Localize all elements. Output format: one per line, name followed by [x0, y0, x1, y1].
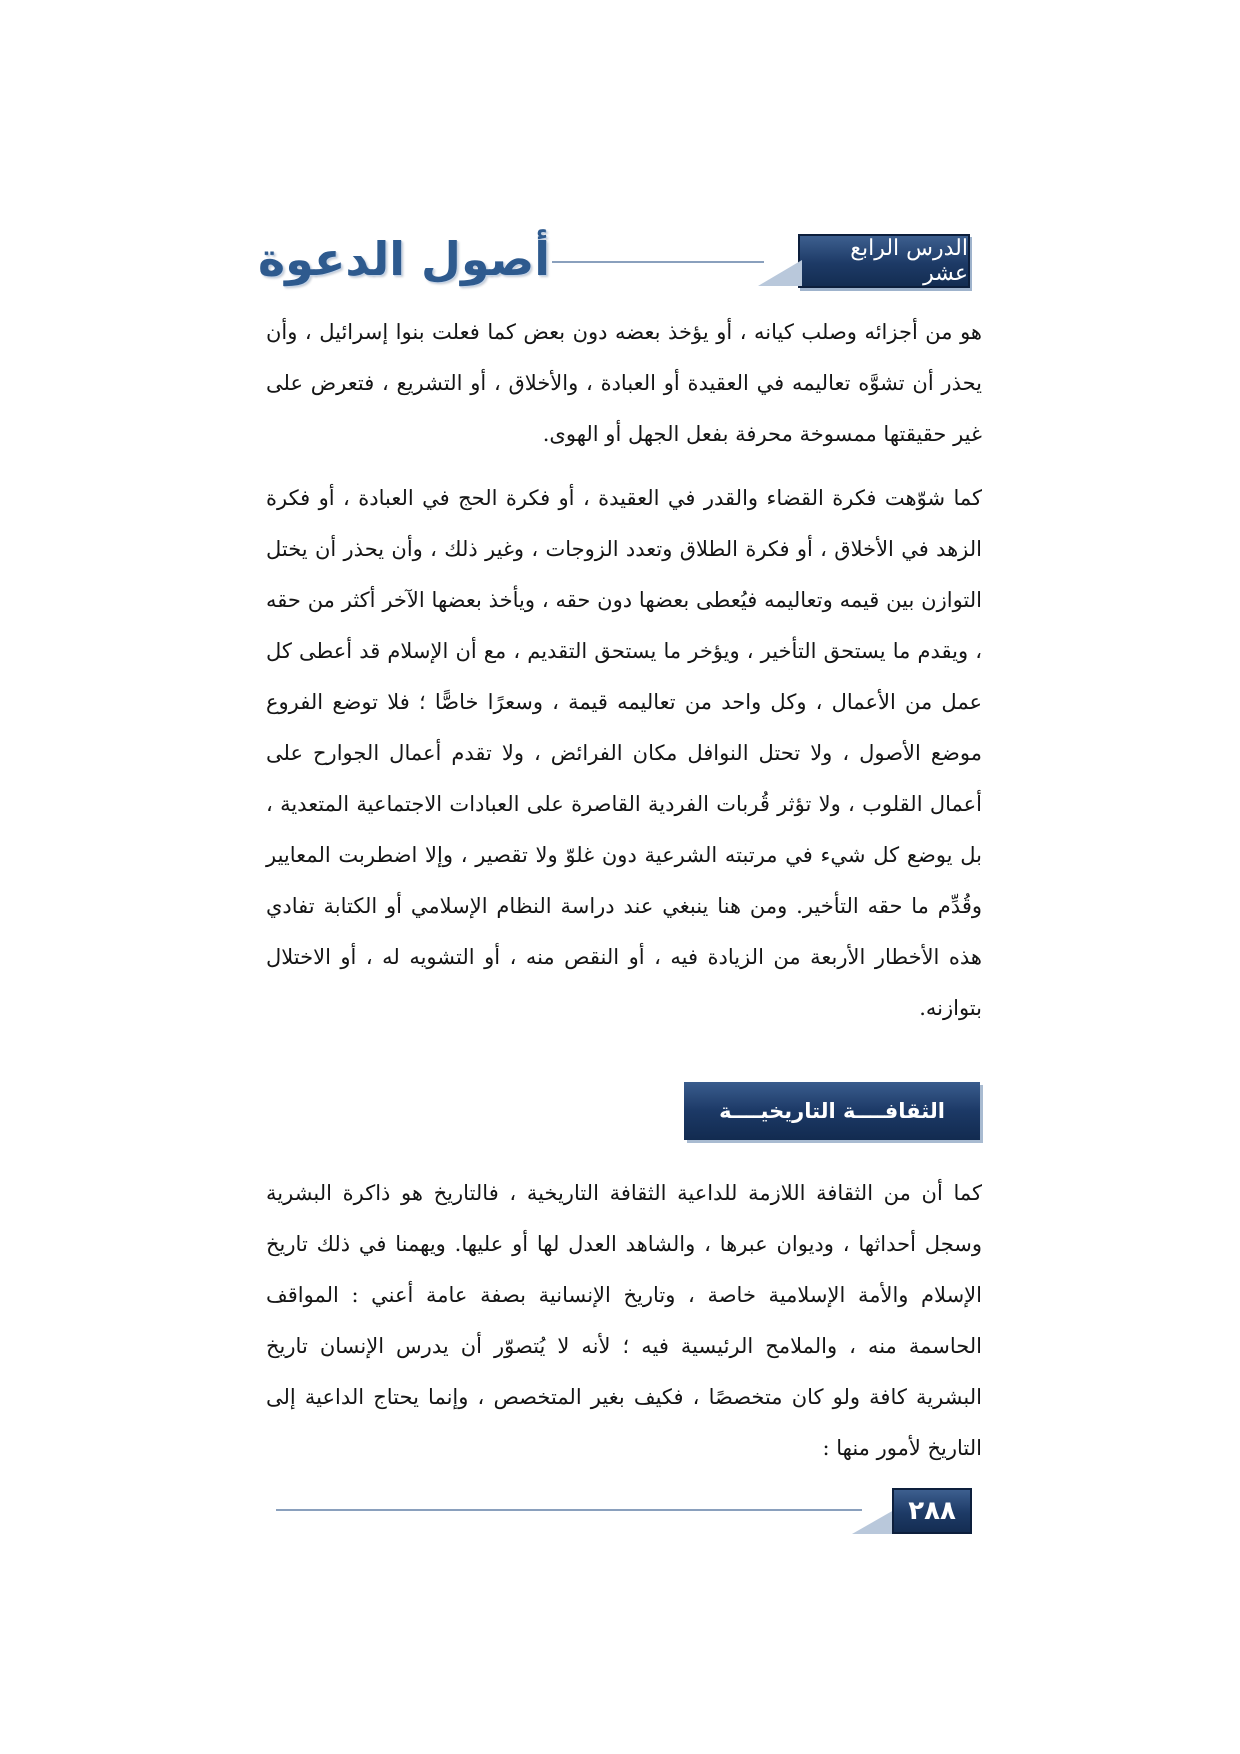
- section-heading-label: الثقافــــة التاريخيــــة: [719, 1099, 945, 1123]
- section-paragraph: كما أن من الثقافة اللازمة للداعية الثقافة التاريخية ، فالتاريخ هو ذاكرة البشرية وسجل أحداثها ، وديوان عبرها ، والشاهد العدل لها أو عليها. ويهمنا في ذلك تاريخ الإسلام والأمة الإسلامية خاصة ، وتاريخ الإنسانية بصفة عامة أعني : المواقف الحاسمة منه ، والملامح الرئيسية فيه ؛ لأنه لا يُتصوّر أن يدرس الإنسان تاريخ البشرية كافة ولو كان متخصصًا ، فكيف بغير المتخصص ، وإنما يحتاج الداعية إلى التاريخ لأمور منها :: [266, 1181, 982, 1460]
- paragraph-2: كما شوّهت فكرة القضاء والقدر في العقيدة ، أو فكرة الحج في العبادة ، أو فكرة الزهد في الأخلاق ، أو فكرة الطلاق وتعدد الزوجات ، وغير ذلك ، وأن يحذر أن يختل التوازن بين قيمه وتعاليمه فيُعطى بعضها دون حقه ، ويأخذ بعضها الآخر أكثر من حقه ، ويقدم ما يستحق التأخير ، ويؤخر ما يستحق التقديم ، مع أن الإسلام قد أعطى كل عمل من الأعمال ، وكل واحد من تعاليمه قيمة ، وسعرًا خاصًّا ؛ فلا توضع الفروع موضع الأصول ، ولا تحتل النوافل مكان الفرائض ، ولا تقدم أعمال الجوارح على أعمال القلوب ، ولا تؤثر قُربات الفردية القاصرة على العبادات الاجتماعية المتعدية ، بل يوضع كل شيء في مرتبته الشرعية دون غلوّ ولا تقصير ، وإلا اضطربت المعايير وقُدِّم ما حقه التأخير. ومن هنا ينبغي عند دراسة النظام الإسلامي أو الكتابة تفادي هذه الأخطار الأربعة من الزيادة فيه ، أو النقص منه ، أو التشويه له ، أو الاختلال بتوازنه.: [266, 486, 982, 1020]
- section-heading: [684, 1082, 980, 1140]
- lesson-label: الدرس الرابع عشر: [850, 236, 968, 286]
- lesson-badge: [798, 234, 970, 288]
- book-title: أصول الدعوة: [257, 232, 550, 286]
- paragraph-1: هو من أجزائه وصلب كيانه ، أو يؤخذ بعضه دون بعض كما فعلت بنوا إسرائيل ، وأن يحذر أن تشوَّه تعاليمه في العقيدة أو العبادة ، والأخلاق ، أو التشريع ، فتعرض على غير حقيقتها ممسوخة محرفة بفعل الجهل أو الهوى.: [266, 320, 982, 446]
- footer-wedge-decoration: [852, 1510, 894, 1534]
- page-number: ٢٨٨: [908, 1496, 956, 1526]
- footer-rule: [276, 1509, 862, 1511]
- header-rule: [552, 261, 764, 263]
- page-number-badge: [892, 1488, 972, 1534]
- header-wedge-decoration: [758, 260, 802, 286]
